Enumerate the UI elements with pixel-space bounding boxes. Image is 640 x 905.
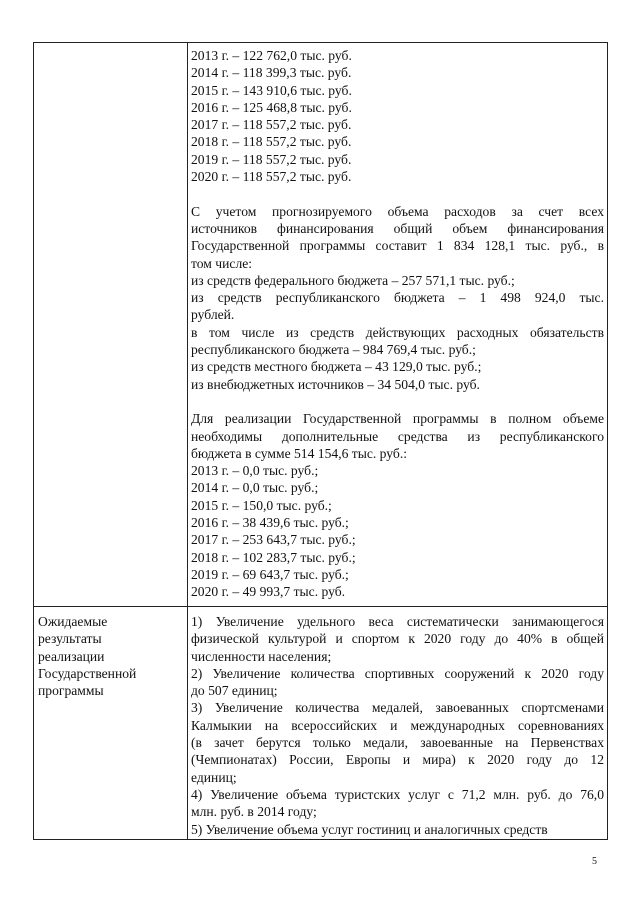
additional-year-line: 2017 г. – 253 643,7 тыс. руб.;	[191, 532, 356, 548]
forecast-text: источников финансирования общий объем финансирования	[191, 220, 604, 236]
column-divider	[187, 43, 188, 839]
results-label-cell	[38, 613, 183, 699]
additional-year-line: 2019 г. – 69 643,7 тыс. руб.;	[191, 566, 349, 582]
year-line: 2013 г. – 122 762,0 тыс. руб.	[191, 48, 352, 63]
results-label: результаты	[38, 631, 102, 647]
page-number: 5	[592, 856, 597, 867]
result-line: млн. руб. в 2014 году;	[191, 804, 317, 820]
additional-year-line: 2013 г. – 0,0 тыс. руб.;	[191, 463, 319, 479]
additional-text: Для реализации Государственной программы в полном объеме	[191, 411, 604, 427]
republic-budget-line: из средств республиканского бюджета – 1 498 924,0 тыс.	[191, 290, 604, 306]
result-line: 4) Увеличение объема туристских услуг с 71,2 млн. руб. до 76,0	[191, 786, 604, 802]
result-line: до 507 единиц;	[191, 683, 278, 699]
obligations-line: республиканского бюджета – 984 769,4 тыс. руб.;	[191, 342, 476, 358]
year-line: 2017 г. – 118 557,2 тыс. руб.	[191, 117, 352, 133]
year-line: 2019 г. – 118 557,2 тыс. руб.	[191, 151, 352, 167]
additional-year-line: 2018 г. – 102 283,7 тыс. руб.;	[191, 549, 356, 565]
result-line: единиц;	[191, 769, 237, 785]
year-line: 2015 г. – 143 910,6 тыс. руб.	[191, 82, 352, 98]
result-line: 1) Увеличение удельного веса систематически занимающегося	[191, 614, 604, 629]
row-divider	[34, 606, 607, 607]
program-table	[33, 42, 608, 840]
local-budget-line: из средств местного бюджета – 43 129,0 тыс. руб.;	[191, 359, 482, 375]
additional-year-line: 2016 г. – 38 439,6 тыс. руб.;	[191, 515, 349, 531]
result-line: (в зачет берутся только медали, завоеванные на Первенствах	[191, 735, 604, 751]
federal-budget-line: из средств федерального бюджета – 257 571,1 тыс. руб.;	[191, 272, 515, 288]
result-line: (Чемпионатах) России, Европы и мира) к 2020 году до 12	[191, 752, 604, 768]
forecast-text: том числе:	[191, 255, 253, 271]
additional-year-line: 2014 г. – 0,0 тыс. руб.;	[191, 480, 319, 496]
result-line: численности населения;	[191, 648, 332, 664]
forecast-text: Государственной программы составит 1 834 128,1 тыс. руб., в	[191, 238, 604, 254]
results-cell	[191, 613, 604, 838]
offbudget-line: из внебюджетных источников – 34 504,0 тыс. руб.	[191, 376, 480, 392]
financing-cell	[191, 47, 604, 601]
republic-budget-line: рублей.	[191, 307, 235, 323]
additional-year-line: 2015 г. – 150,0 тыс. руб.;	[191, 497, 332, 513]
year-line: 2020 г. – 118 557,2 тыс. руб.	[191, 169, 352, 185]
additional-text: бюджета в сумме 514 154,6 тыс. руб.:	[191, 445, 408, 461]
results-label: реализации	[38, 648, 105, 664]
results-label: Государственной	[38, 665, 137, 681]
obligations-line: в том числе из средств действующих расходных обязательств	[191, 324, 604, 340]
year-line: 2016 г. – 125 468,8 тыс. руб.	[191, 99, 352, 115]
additional-text: необходимы дополнительные средства из республиканского	[191, 428, 604, 444]
year-line: 2018 г. – 118 557,2 тыс. руб.	[191, 134, 352, 150]
year-line: 2014 г. – 118 399,3 тыс. руб.	[191, 65, 352, 81]
result-line: 5) Увеличение объема услуг гостиниц и аналогичных средств	[191, 821, 548, 837]
forecast-text: С учетом прогнозируемого объема расходов за счет всех	[191, 203, 604, 219]
result-line: 3) Увеличение количества медалей, завоеванных спортсменами	[191, 700, 604, 716]
additional-year-line: 2020 г. – 49 993,7 тыс. руб.	[191, 584, 346, 600]
result-line: 2) Увеличение количества спортивных сооружений к 2020 году	[191, 665, 604, 681]
result-line: физической культурой и спортом к 2020 году до 40% в общей	[191, 631, 604, 647]
results-label: программы	[38, 683, 104, 699]
results-label: Ожидаемые	[38, 614, 108, 629]
result-line: Калмыкии на всероссийских и международных соревнованиях	[191, 717, 604, 733]
